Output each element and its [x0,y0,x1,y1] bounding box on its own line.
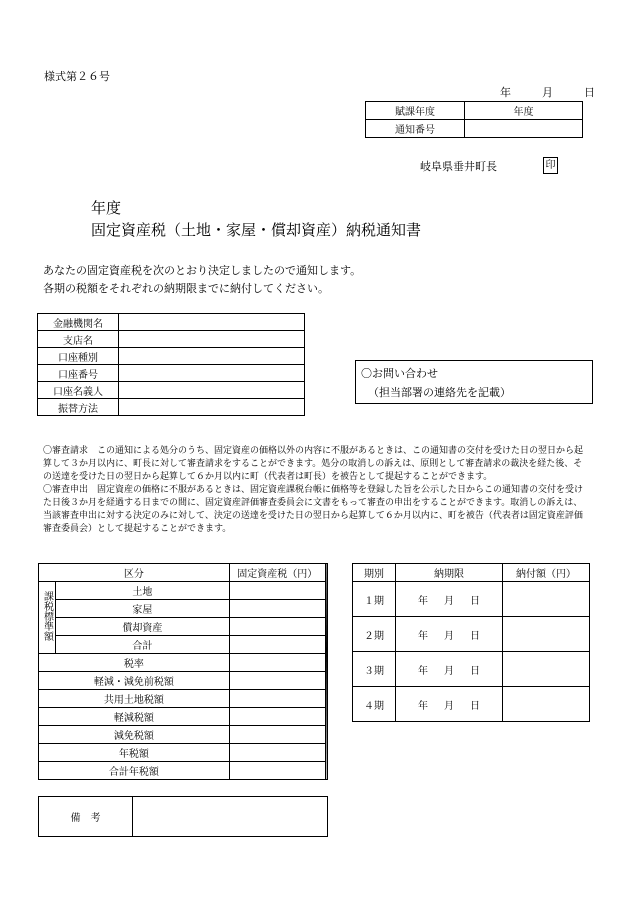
amount-cell [503,687,590,722]
tax-row-label: 軽減・減免前税額 [39,672,230,690]
date-day: 日 [584,86,595,99]
amount-cell [503,652,590,687]
bank-label: 振替方法 [38,399,119,416]
tax-header-amount: 固定資産税（円） [229,564,325,582]
date-year: 年 [500,86,511,99]
tax-row-value [229,600,325,618]
tax-row-label: 軽減税額 [39,708,230,726]
deadline-cell: 年 月 日 [396,687,503,722]
note-review-application: 〇審査申出 固定資産の価格に不服があるときは、固定資産課税台帳に価格等を登録した旨を公示した日からこの通知書の交付を受けた日後３か月を経過する日までの間に、固定資産評価審査委員会に文書をもって審査の申出をすることができます。取消しの訴えは、当該審査申出に対する決定のみに対して、決定の送達を受けた日の翌日から起算して６か月以内に、町を被告（代表者は固定資産評価審査委員会）として提起することができます。 [43,485,584,534]
diagonal-strike-line [326,564,327,779]
period-label: ４期 [353,687,396,722]
tax-row-label: 共用土地税額 [39,690,230,708]
tax-row-label: 年税額 [39,744,230,762]
reference-table [365,101,583,138]
tax-diagonal-cell [325,564,327,780]
tax-row-label: 合計年税額 [39,762,230,780]
amount-cell [503,617,590,652]
tax-row-label: 土地 [56,582,230,600]
period-header: 期別 [353,564,396,582]
bank-account-table [37,313,305,416]
tax-header-kubun: 区分 [39,564,230,582]
amount-cell [503,582,590,617]
ref-value-number [465,120,583,138]
tax-row-value [229,636,325,654]
ref-label-year: 賦課年度 [366,102,465,120]
tax-row-value [229,582,325,600]
bank-label: 口座種別 [38,348,119,365]
intro-line-1: あなたの固定資産税を次のとおり決定しましたので通知します。 [43,264,362,277]
contact-box [355,360,593,404]
issuer: 岐阜県垂井町長 [420,160,497,173]
tax-row-value [229,654,325,672]
date-line [500,84,595,100]
contact-line-1: 〇お問い合わせ [361,367,438,380]
form-number: 様式第２６号 [44,70,110,83]
date-month: 月 [542,86,553,99]
notes-block [43,445,586,536]
period-label: ２期 [353,617,396,652]
tax-row-label: 税率 [39,654,230,672]
seal-box: 印 [543,157,558,174]
ref-value-year: 年度 [465,102,583,120]
tax-row-value [229,708,325,726]
bank-value [119,365,305,382]
tax-row-value [229,744,325,762]
tax-row-value [229,672,325,690]
deadline-cell: 年 月 日 [396,617,503,652]
tax-group-label: 課税標準額 [39,582,56,654]
bank-label: 金融機関名 [38,314,119,331]
bank-label: 支店名 [38,331,119,348]
page-title: 固定資産税（土地・家屋・償却資産）納税通知書 [91,221,422,239]
bank-value [119,399,305,416]
title-year: 年度 [91,199,122,217]
deadline-cell: 年 月 日 [396,582,503,617]
intro-line-2: 各期の税額をそれぞれの納期限までに納付してください。 [43,282,329,295]
tax-row-value [229,690,325,708]
bank-value [119,348,305,365]
tax-row-label: 償却資産 [56,618,230,636]
tax-row-label: 減免税額 [39,726,230,744]
remarks-label: 備 考 [39,797,133,837]
deadline-cell: 年 月 日 [396,652,503,687]
tax-row-label: 家屋 [56,600,230,618]
bank-label: 口座名義人 [38,382,119,399]
payment-period-table [352,563,590,722]
remarks-table [38,796,328,837]
bank-value [119,331,305,348]
tax-row-label: 合計 [56,636,230,654]
contact-line-2: （担当部署の連絡先を記載） [368,386,511,399]
period-label: １期 [353,582,396,617]
bank-value [119,382,305,399]
period-label: ３期 [353,652,396,687]
tax-row-value [229,618,325,636]
tax-row-value [229,762,325,780]
ref-label-number: 通知番号 [366,120,465,138]
bank-value [119,314,305,331]
amount-header: 納付額（円） [503,564,590,582]
note-review-request: 〇審査請求 この通知による処分のうち、固定資産の価格以外の内容に不服があるときは、この通知書の交付を受けた日の翌日から起算して３か月以内に、町長に対して審査請求をすることができます。処分の取消しの訴えは、原則として審査請求の裁決を経た後、その送達を受けた日の翌日から起算して６か月以内に町（代表者は町長）を被告として提起することができます。 [43,446,584,482]
remarks-value [133,797,328,837]
tax-amount-table [38,563,328,780]
deadline-header: 納期限 [396,564,503,582]
bank-label: 口座番号 [38,365,119,382]
tax-row-value [229,726,325,744]
